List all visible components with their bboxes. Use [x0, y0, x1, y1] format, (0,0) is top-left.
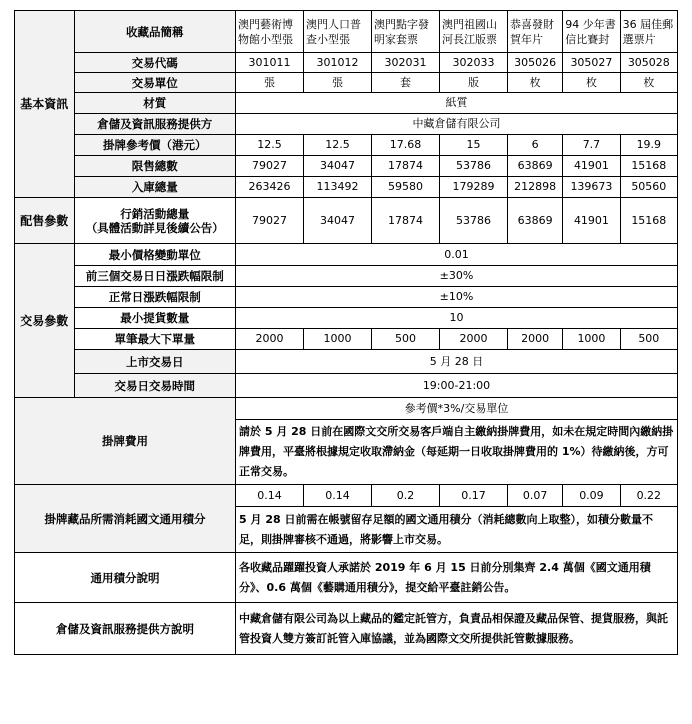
- group-sale: 配售參數: [15, 198, 75, 244]
- cell: 6: [508, 135, 563, 156]
- row-label: 材質: [74, 93, 236, 114]
- product-name: 澳門人口普 查小型張: [304, 11, 372, 53]
- header-label: 收藏品簡稱: [74, 11, 236, 53]
- cell: 500: [620, 329, 677, 350]
- listing-fee-label: 掛牌費用: [15, 398, 236, 485]
- cell: 中藏倉儲有限公司: [236, 114, 678, 135]
- row-custodian: [15, 114, 678, 135]
- row-label: 掛牌參考價（港元）: [74, 135, 236, 156]
- product-name: 澳門藝術博 物館小型張: [236, 11, 304, 53]
- cell: ±10%: [236, 287, 678, 308]
- custodian-note-text: 中藏倉儲有限公司為以上藏品的鑑定託管方，負責品相保證及藏品保管、提貨服務，與託管投資人雙方簽訂託管入庫協議，並為國際文交所提供託管數據服務。: [236, 603, 678, 655]
- cell: 0.2: [372, 485, 440, 507]
- row-code: [15, 53, 678, 73]
- row-label: 單筆最大下單量: [74, 329, 236, 350]
- group-trade: 交易參數: [15, 244, 75, 398]
- cell: 305027: [563, 53, 620, 73]
- cell: 139673: [563, 177, 620, 198]
- cell: 53786: [440, 198, 508, 244]
- row-tick: [15, 244, 678, 266]
- cell: 0.09: [563, 485, 620, 507]
- cell: 12.5: [304, 135, 372, 156]
- product-name: 澳門點字發 明家套票: [372, 11, 440, 53]
- cell: 63869: [508, 198, 563, 244]
- row-label: 交易單位: [74, 73, 236, 93]
- row-label: 倉儲及資訊服務提供方: [74, 114, 236, 135]
- cell: 枚: [563, 73, 620, 93]
- row-label: 交易日交易時間: [74, 374, 236, 398]
- row-points-values: [15, 485, 678, 507]
- cell: 301012: [304, 53, 372, 73]
- cell: 34047: [304, 198, 372, 244]
- cell: 2000: [440, 329, 508, 350]
- cell: 1000: [304, 329, 372, 350]
- cell: 17.68: [372, 135, 440, 156]
- points-required-label: 掛牌藏品所需消耗國文通用積分: [15, 485, 236, 553]
- row-campaign: [15, 198, 678, 244]
- product-name: 澳門祖國山 河長江版票: [440, 11, 508, 53]
- cell: 179289: [440, 177, 508, 198]
- cell: 50560: [620, 177, 677, 198]
- cell: 5 月 28 日: [236, 350, 678, 374]
- row-limit3: [15, 266, 678, 287]
- cell: 79027: [236, 156, 304, 177]
- cell: 113492: [304, 177, 372, 198]
- row-unit: [15, 73, 678, 93]
- points-required-text: 5 月 28 日前需在帳號留存足額的國文通用積分（消耗總數向上取整），如積分數量不足，則掛牌審核不通過，將影響上市交易。: [236, 507, 678, 553]
- cell: 0.22: [620, 485, 677, 507]
- cell: 500: [372, 329, 440, 350]
- cell: 10: [236, 308, 678, 329]
- cell: 枚: [620, 73, 677, 93]
- cell: 2000: [236, 329, 304, 350]
- cell: 19.9: [620, 135, 677, 156]
- cell: 0.07: [508, 485, 563, 507]
- cell: 枚: [508, 73, 563, 93]
- cell: 17874: [372, 156, 440, 177]
- points-note-text: 各收藏品躍躍投資人承諾於 2019 年 6 月 15 日前分別集齊 2.4 萬個《國文通用積分》、0.6 萬個《藝購通用積分》，提交給平臺註銷公告。: [236, 553, 678, 603]
- cell: 7.7: [563, 135, 620, 156]
- row-label: 最小價格變動單位: [74, 244, 236, 266]
- cell: 301011: [236, 53, 304, 73]
- row-custodian-note: [15, 603, 678, 655]
- listing-fee-formula: 參考價*3%/交易單位: [236, 398, 678, 420]
- row-trading-hours: [15, 374, 678, 398]
- row-label: 交易代碼: [74, 53, 236, 73]
- cell: 版: [440, 73, 508, 93]
- row-listing-day: [15, 350, 678, 374]
- row-label: 入庫總量: [74, 177, 236, 198]
- row-limit-normal: [15, 287, 678, 308]
- row-min-delivery: [15, 308, 678, 329]
- group-basic: 基本資訊: [15, 11, 75, 198]
- row-listing-fee-formula: [15, 398, 678, 420]
- cell: 41901: [563, 156, 620, 177]
- listing-fee-text: 請於 5 月 28 日前在國際文交所交易客戶端自主繳納掛牌費用，如未在規定時間內繳納掛牌費用，平臺將根據規定收取滯納金（每延期一日收取掛牌費用的 1%）待繳納後，方可正常交易。: [236, 420, 678, 485]
- cell: 套: [372, 73, 440, 93]
- cell: 12.5: [236, 135, 304, 156]
- row-label: 前三個交易日日漲跌幅限制: [74, 266, 236, 287]
- custodian-note-label: 倉儲及資訊服務提供方說明: [15, 603, 236, 655]
- cell: 0.01: [236, 244, 678, 266]
- row-label: 行銷活動總量 （具體活動詳見後續公告）: [74, 198, 236, 244]
- row-price: [15, 135, 678, 156]
- row-material: [15, 93, 678, 114]
- cell: 0.17: [440, 485, 508, 507]
- cell: ±30%: [236, 266, 678, 287]
- row-warehoused: [15, 177, 678, 198]
- cell: 302033: [440, 53, 508, 73]
- cell: 紙質: [236, 93, 678, 114]
- product-name: 恭喜發財 賀年片: [508, 11, 563, 53]
- cell: 305028: [620, 53, 677, 73]
- cell: 41901: [563, 198, 620, 244]
- cell: 0.14: [236, 485, 304, 507]
- header-row: [15, 11, 678, 53]
- cell: 59580: [372, 177, 440, 198]
- row-label: 上市交易日: [74, 350, 236, 374]
- row-label: 限售總數: [74, 156, 236, 177]
- cell: 305026: [508, 53, 563, 73]
- cell: 2000: [508, 329, 563, 350]
- cell: 1000: [563, 329, 620, 350]
- cell: 53786: [440, 156, 508, 177]
- points-note-label: 通用積分說明: [15, 553, 236, 603]
- cell: 302031: [372, 53, 440, 73]
- row-label: 最小提貨數量: [74, 308, 236, 329]
- cell: 15: [440, 135, 508, 156]
- row-max-order: [15, 329, 678, 350]
- cell: 17874: [372, 198, 440, 244]
- cell: 15168: [620, 156, 677, 177]
- product-name: 36 屆佳郵 選票片: [620, 11, 677, 53]
- cell: 34047: [304, 156, 372, 177]
- cell: 263426: [236, 177, 304, 198]
- row-points-note: [15, 553, 678, 603]
- cell: 19:00-21:00: [236, 374, 678, 398]
- cell: 15168: [620, 198, 677, 244]
- row-label: 正常日漲跌幅限制: [74, 287, 236, 308]
- cell: 79027: [236, 198, 304, 244]
- row-issue-limit: [15, 156, 678, 177]
- cell: 212898: [508, 177, 563, 198]
- cell: 63869: [508, 156, 563, 177]
- cell: 張: [304, 73, 372, 93]
- product-listing-table: [14, 10, 678, 655]
- product-name: 94 少年書 信比賽封: [563, 11, 620, 53]
- cell: 張: [236, 73, 304, 93]
- cell: 0.14: [304, 485, 372, 507]
